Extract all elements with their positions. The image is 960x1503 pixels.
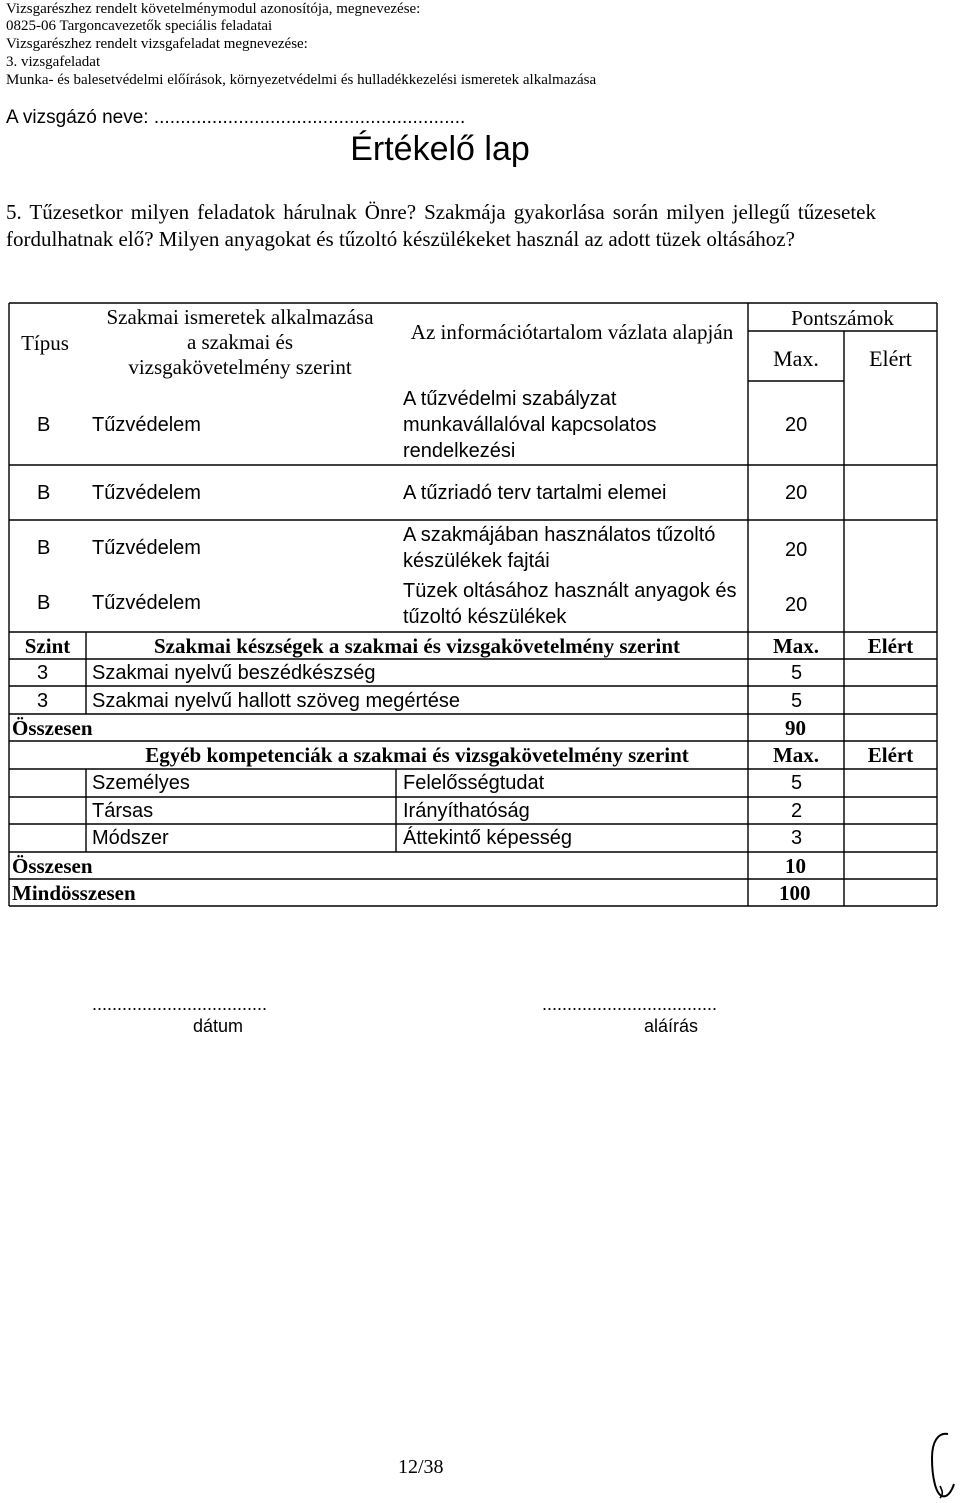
row2-content: A tűzriadó terv tartalmi elemei — [403, 482, 667, 504]
skills-title: Szakmai készségek a szakmai és vizsgakövetelmény szerint — [153, 634, 681, 658]
col-knowledge-header: Szakmai ismeretek alkalmazása a szakmai és vizsgakövetelmény szerint — [106, 305, 374, 379]
skill2-name: Szakmai nyelvű hallott szöveg megértése — [92, 690, 460, 712]
row2-max: 20 — [785, 482, 808, 504]
other1-category: Személyes — [92, 772, 190, 794]
grand-total-value: 100 — [779, 881, 811, 905]
col-achieved-header: Elért — [869, 346, 912, 371]
other3-max: 3 — [791, 827, 803, 849]
row4-content: Tüzek oltásához használt anyagok és tűzoltó készülékek — [403, 580, 737, 628]
row2-topic: Tűzvédelem — [92, 482, 201, 504]
header-task-label: Vizsgarészhez rendelt vizsgafeladat megnevezése: — [6, 36, 308, 52]
col-outline-header: Az információtartalom vázlata alapján — [410, 320, 734, 344]
skills-level-header: Szint — [24, 634, 71, 658]
row2-type: B — [37, 482, 51, 504]
subtotal2-value: 10 — [785, 854, 806, 878]
other3-name: Áttekintő képesség — [403, 827, 572, 849]
handwritten-mark-icon — [918, 1428, 958, 1500]
skills-achieved-header: Elért — [867, 634, 914, 658]
skill2-max: 5 — [791, 690, 803, 712]
header-module-name: 0825-06 Targoncavezetők speciális feladatai — [6, 18, 273, 34]
question-text: 5. Tűzesetkor milyen feladatok hárulnak Önre? Szakmája gyakorlása során milyen jellegű tűzesetek fordulhatnak elő? Milyen anyagokat és tűzoltó készülékeket használ az adott tüzek oltásához? — [6, 200, 876, 251]
row4-type: B — [37, 592, 51, 614]
other-max-header: Max. — [772, 743, 820, 767]
grand-total-label: Mindösszesen — [12, 881, 136, 905]
row1-max: 20 — [785, 414, 808, 436]
page-title: Értékelő lap — [350, 130, 530, 168]
skill1-level: 3 — [37, 662, 49, 684]
subtotal2-label: Összesen — [12, 854, 93, 878]
sign-label: aláírás — [644, 1016, 699, 1036]
row3-max: 20 — [785, 539, 808, 561]
header-module-label: Vizsgarészhez rendelt követelménymodul azonosítója, megnevezése: — [6, 1, 421, 17]
col-max-header: Max. — [773, 346, 819, 371]
other2-max: 2 — [791, 800, 803, 822]
subtotal1-value: 90 — [785, 716, 806, 740]
date-label: dátum — [193, 1016, 244, 1036]
subtotal1-label: Összesen — [12, 716, 93, 740]
other1-max: 5 — [791, 772, 803, 794]
page-number: 12/38 — [398, 1456, 444, 1478]
row3-type: B — [37, 537, 51, 559]
col-points-header: Pontszámok — [791, 306, 894, 330]
skill1-max: 5 — [791, 662, 803, 684]
other-achieved-header: Elért — [867, 743, 914, 767]
col-type-header: Típus — [21, 331, 69, 355]
skill2-level: 3 — [37, 690, 49, 712]
row1-content: A tűzvédelmi szabályzat munkavállalóval kapcsolatos rendelkezési — [403, 388, 657, 462]
other3-category: Módszer — [92, 827, 169, 849]
row4-topic: Tűzvédelem — [92, 592, 201, 614]
date-dots: ................................... — [92, 994, 268, 1014]
row1-type: B — [37, 414, 51, 436]
header-task-name: Munka- és balesetvédelmi előírások, környezetvédelmi és hulladékkezelési ismeretek alkalmazása — [6, 72, 597, 88]
row4-max: 20 — [785, 594, 808, 616]
other2-category: Társas — [92, 800, 154, 822]
other-title: Egyéb kompetenciák a szakmai és vizsgakövetelmény szerint — [145, 743, 689, 767]
skills-max-header: Max. — [772, 634, 820, 658]
other2-name: Irányíthatóság — [403, 800, 530, 822]
row1-topic: Tűzvédelem — [92, 414, 201, 436]
skill1-name: Szakmai nyelvű beszédkészség — [92, 662, 376, 684]
other1-name: Felelősségtudat — [403, 772, 545, 794]
sign-dots: ................................... — [542, 994, 718, 1014]
row3-topic: Tűzvédelem — [92, 537, 201, 559]
header-task-number: 3. vizsgafeladat — [6, 54, 101, 70]
row3-content: A szakmájában használatos tűzoltó készülékek fajtái — [403, 524, 716, 572]
candidate-name-field: A vizsgázó neve: ........................................................... — [6, 107, 466, 128]
